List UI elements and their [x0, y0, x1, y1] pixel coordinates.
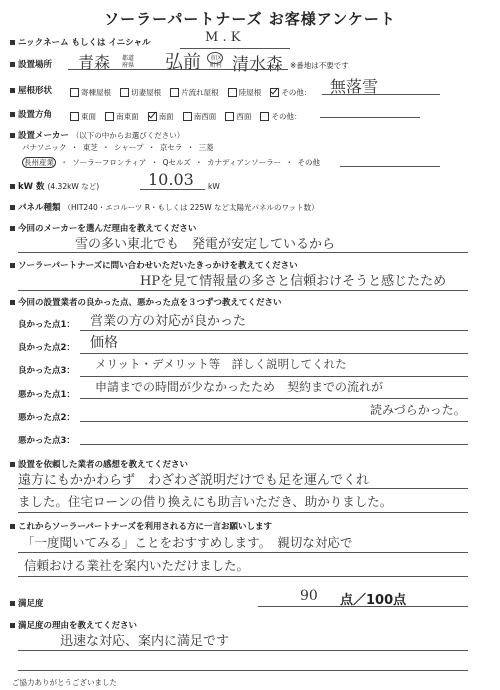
good-point-1-label: 良かった点1： [18, 320, 75, 330]
nickname-label: ニックネーム もしくは イニシャル [10, 36, 151, 48]
maker-reason-label: 今回のメーカーを選んだ理由を教えてください [10, 222, 196, 234]
town-value: 清水森 [232, 55, 283, 75]
direction-checkbox-2[interactable] [148, 112, 157, 121]
kw-label: kW 数 (4.32kW など) [10, 180, 99, 192]
contact-reason-label: ソーラーパートナーズに問い合わせいただいたきっかけを教えてください [10, 259, 298, 271]
direction-checkbox-3[interactable] [183, 112, 192, 121]
roof-other-value: 無落雪 [330, 77, 379, 96]
satisfaction-reason-answer: 迅速な対応、案内に満足です [60, 634, 230, 649]
panel-label: パネル種類 （HIT240・エコルーツ R・もしくは 225W など太陽光パネルのワット数） [10, 201, 319, 213]
city-value: 弘前 [165, 52, 201, 73]
advice-label: これからソーラーパートナーズを利用される方に一言お願いします [10, 520, 272, 532]
satisfaction-label: 満足度 [10, 597, 44, 609]
nickname-value: M . K [205, 30, 241, 45]
roof-label: 屋根形状 [10, 84, 52, 96]
impression-line-1: 遠方にもかかわらず わざわざ説明だけでも足を運んでくれ [18, 473, 370, 488]
roof-checkbox-4[interactable] [270, 88, 279, 97]
installer-label: 今回の設置業者の良かった点、悪かった点を３つずつ教えてください [10, 296, 282, 308]
contact-reason-answer: HPを見て情報量の多さと信頼おけそうと感じたため [140, 274, 447, 289]
maker-row-1: パナソニック ・ 東芝 ・ シャープ ・ 京セラ ・ 三菱 [22, 143, 214, 152]
maker-label: 設置メーカー （以下の中からお選びください） [10, 129, 184, 141]
direction-options: 東面 南東面 南面 南西面 西面 その他： [66, 106, 301, 125]
roof-checkbox-0[interactable] [70, 88, 79, 97]
location-note: ※番地は不要です [290, 61, 349, 70]
maker-option-other[interactable]: その他 [297, 158, 320, 167]
good-point-3: メリット・デメリット等 詳しく説明してくれた [95, 357, 347, 371]
maker-option-solar-frontier[interactable]: ソーラーフロンティア [72, 158, 147, 167]
satisfaction-score: 90 [300, 588, 318, 604]
good-point-2-label: 良かった点2： [18, 343, 75, 353]
advice-line-1: 「一度聞いてみる」ことをおすすめします。 親切な対応で [22, 535, 353, 550]
bad-point-3-label: 悪かった点3： [18, 436, 75, 446]
direction-checkbox-1[interactable] [105, 112, 114, 121]
impression-line-2: ました。住宅ローンの借り換えにも助言いただき、助かりました。 [18, 494, 393, 509]
roof-checkbox-2[interactable] [170, 88, 179, 97]
bad-point-1-label: 悪かった点1： [18, 390, 75, 400]
satisfaction-unit: 点／100点 [340, 593, 407, 608]
maker-row-2: 長州産業 ・ ソーラーフロンティア ・ Qセルズ ・ カナディアンソーラー ・ その他 [24, 158, 320, 167]
city-suffix: 市区町村 [210, 55, 223, 69]
maker-option-choshu[interactable]: 長州産業 [24, 158, 54, 167]
roof-checkbox-1[interactable] [120, 88, 129, 97]
kw-unit: kW [208, 182, 220, 191]
kw-value: 10.03 [148, 170, 194, 189]
good-point-1: 営業の方の対応が良かった [90, 314, 247, 329]
maker-option-toshiba[interactable]: 東芝 [82, 143, 98, 152]
satisfaction-reason-label: 満足度の理由を教えてください [10, 619, 137, 631]
footer-thanks: ご協力ありがとうございました [12, 678, 117, 687]
prefecture-value: 青森 [78, 53, 111, 72]
maker-reason-answer: 雪の多い東北でも 発電が安定しているから [75, 237, 336, 252]
location-label: 設置場所 [10, 58, 52, 70]
good-point-2: 価格 [90, 335, 118, 351]
good-point-3-label: 良かった点3： [18, 366, 75, 376]
maker-option-qcells[interactable]: Qセルズ [162, 158, 191, 167]
roof-options: 寄棟屋根 切妻屋根 片流れ屋根 陸屋根 その他： [66, 82, 311, 101]
maker-option-mitsubishi[interactable]: 三菱 [198, 143, 214, 152]
direction-label: 設置方角 [10, 108, 52, 120]
maker-option-panasonic[interactable]: パナソニック [22, 143, 67, 152]
impression-label: 設置を依頼した業者の感想を教えてください [10, 458, 188, 470]
page-title: ソーラーパートナーズ お客様アンケート [104, 10, 396, 28]
maker-option-kyocera[interactable]: 京セラ [159, 143, 183, 152]
direction-checkbox-5[interactable] [260, 112, 269, 121]
bad-point-2-label: 悪かった点2： [18, 413, 75, 423]
maker-option-canadian-solar[interactable]: カナディアンソーラー [207, 158, 282, 167]
roof-checkbox-3[interactable] [228, 88, 237, 97]
advice-line-2: 信頼おける業社を案内いただけました。 [24, 558, 250, 573]
maker-option-sharp[interactable]: シャープ [114, 143, 144, 152]
bad-point-2: 読みづらかった。 [370, 403, 466, 417]
pref-suffix: 都道府県 [122, 55, 135, 69]
bad-point-1: 申請までの時間が少なかったため 契約までの流れが [95, 380, 384, 394]
direction-checkbox-4[interactable] [225, 112, 234, 121]
direction-checkbox-0[interactable] [70, 112, 79, 121]
